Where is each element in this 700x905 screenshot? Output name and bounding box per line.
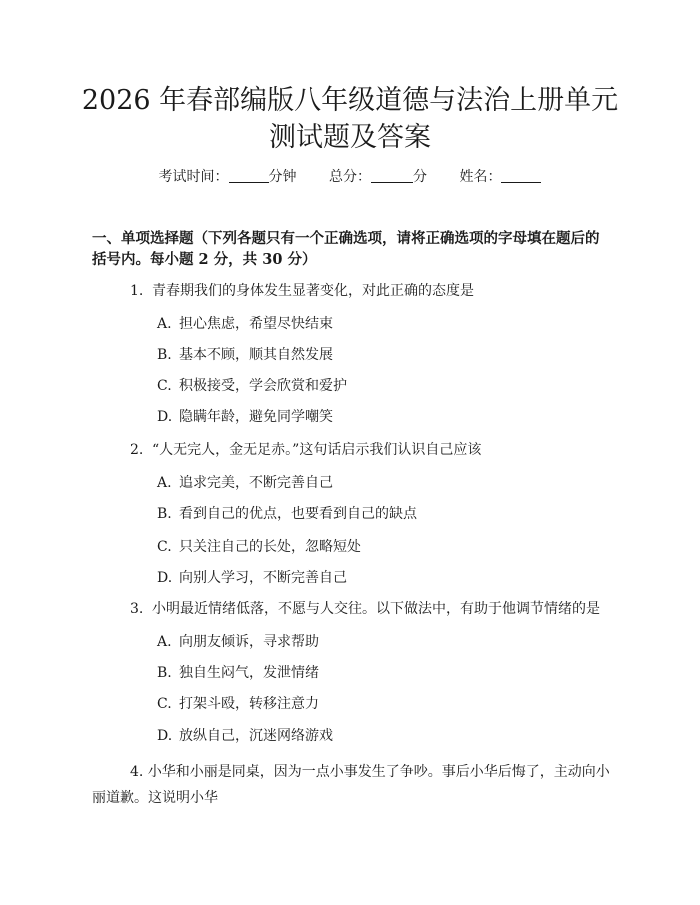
option-letter: C. <box>157 539 172 555</box>
page-title-line1: 2026 年春部编版八年级道德与法治上册单元 <box>81 85 619 116</box>
option-text: 放纵自己，沉迷网络游戏 <box>179 728 333 744</box>
student-name-blank[interactable] <box>501 168 541 183</box>
option-letter: A. <box>157 634 172 650</box>
question-text: 小明最近情绪低落，不愿与人交往。以下做法中，有助于他调节情绪的是 <box>152 601 600 617</box>
question-text: 小华和小丽是同桌，因为一点小事发生了争吵。事后小华后悔了，主动向小丽道歉。这说明小华 <box>92 764 610 806</box>
question-3 <box>130 599 600 619</box>
option-letter: C. <box>157 378 172 394</box>
option-letter: B. <box>157 347 172 363</box>
question-text: 青春期我们的身体发生显著变化，对此正确的态度是 <box>152 283 474 299</box>
option-1b <box>157 345 333 365</box>
option-letter: C. <box>157 696 172 712</box>
question-number: 1. <box>130 283 144 299</box>
option-text: 向别人学习，不断完善自己 <box>179 570 347 586</box>
total-score-blank[interactable] <box>371 168 413 183</box>
option-letter: A. <box>157 316 172 332</box>
question-text: “人无完人，金无足赤。”这句话启示我们认识自己应该 <box>152 442 482 458</box>
question-2 <box>130 440 481 460</box>
option-letter: B. <box>157 506 172 522</box>
option-1c <box>157 376 347 396</box>
option-3d <box>157 726 333 746</box>
question-1 <box>130 281 474 301</box>
total-score-field <box>329 167 427 187</box>
option-letter: D. <box>157 570 173 586</box>
question-number: 3. <box>130 601 144 617</box>
option-2a <box>157 473 333 493</box>
option-3c <box>157 694 319 714</box>
option-3b <box>157 663 319 683</box>
option-text: 积极接受，学会欣赏和爱护 <box>179 378 347 394</box>
exam-time-field <box>159 167 297 187</box>
option-text: 打架斗殴，转移注意力 <box>179 696 319 712</box>
option-text: 隐瞒年龄，避免同学嘲笑 <box>179 409 333 425</box>
option-2c <box>157 537 361 557</box>
option-3a <box>157 632 319 652</box>
option-text: 基本不顾，顺其自然发展 <box>179 347 333 363</box>
option-text: 向朋友倾诉，寻求帮助 <box>179 634 319 650</box>
exam-time-label: 考试时间： <box>158 169 229 185</box>
section-heading-single-choice: 一、单项选择题（下列各题只有一个正确选项，请将正确选项的字母填在题后的括号内。每小题 2 分，共 30 分） <box>92 230 600 268</box>
option-2b <box>157 504 417 524</box>
question-number: 4. <box>130 764 144 780</box>
student-name-label: 姓名： <box>459 169 502 185</box>
total-score-label: 总分： <box>329 169 371 185</box>
option-1a <box>157 314 333 334</box>
exam-time-blank[interactable] <box>229 168 269 183</box>
option-letter: B. <box>157 665 172 681</box>
page-title-line2: 测试题及答案 <box>269 122 431 153</box>
total-score-unit: 分 <box>413 169 427 185</box>
option-letter: D. <box>157 728 173 744</box>
option-text: 追求完美，不断完善自己 <box>179 475 333 491</box>
option-text: 看到自己的优点，也要看到自己的缺点 <box>179 506 417 522</box>
option-text: 担心焦虑，希望尽快结束 <box>179 316 333 332</box>
exam-info-bar <box>0 167 700 187</box>
exam-time-unit: 分钟 <box>268 169 297 185</box>
student-name-field <box>459 167 541 187</box>
option-1d <box>157 407 333 427</box>
option-text: 独自生闷气，发泄情绪 <box>179 665 319 681</box>
option-text: 只关注自己的长处，忽略短处 <box>179 539 361 555</box>
option-2d <box>157 568 347 588</box>
option-letter: A. <box>157 475 172 491</box>
question-4 <box>92 759 612 811</box>
option-letter: D. <box>157 409 173 425</box>
question-number: 2. <box>130 442 144 458</box>
